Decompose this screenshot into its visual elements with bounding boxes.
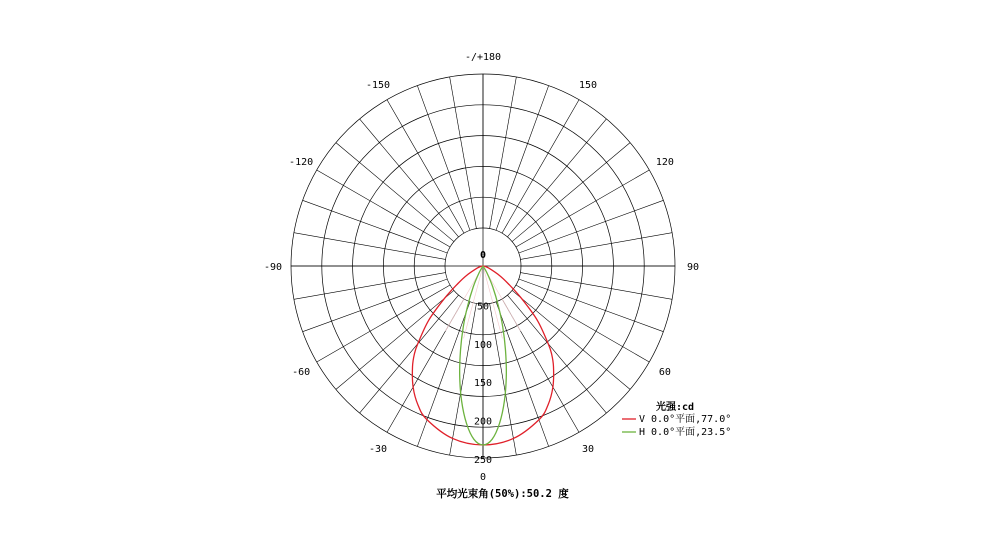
angle-label-0: 0 xyxy=(479,472,487,483)
center-label: 0 xyxy=(479,250,487,261)
spoke-340 xyxy=(417,302,470,447)
angle-label--120: -120 xyxy=(289,157,314,168)
angle-label--30: -30 xyxy=(368,443,388,455)
spoke-290 xyxy=(303,279,448,332)
spoke-140 xyxy=(507,119,606,237)
spoke-200 xyxy=(417,86,470,231)
angle-label-90: 90 xyxy=(686,262,700,273)
spoke-40 xyxy=(507,295,606,413)
spoke-310 xyxy=(336,290,454,389)
spoke-110 xyxy=(519,200,664,253)
spoke-70 xyxy=(519,279,664,332)
angle-label--90: -90 xyxy=(263,262,283,273)
angle-label--150: -150 xyxy=(365,80,391,92)
spoke-50 xyxy=(512,290,630,389)
spoke-130 xyxy=(512,143,630,242)
angle-label-60: 60 xyxy=(658,367,671,378)
spoke-100 xyxy=(520,233,672,260)
legend-entry-0: V 0.0°平面,77.0° xyxy=(639,414,732,425)
legend-entry-1: H 0.0°平面,23.5° xyxy=(639,427,732,438)
beam-angle-unit: 度 xyxy=(558,488,569,500)
spoke-220 xyxy=(360,119,459,237)
angle-label-120: 120 xyxy=(655,157,674,168)
legend-title: 光强:cd xyxy=(656,402,695,413)
spoke-280 xyxy=(294,273,446,300)
radial-tick-label-100: 100 xyxy=(473,339,493,351)
radial-tick-label-50: 50 xyxy=(476,301,490,313)
radial-tick-label-150: 150 xyxy=(473,378,493,390)
spoke-320 xyxy=(360,295,459,413)
spoke-190 xyxy=(450,77,477,229)
angle-label--60: -60 xyxy=(292,367,311,378)
spoke-160 xyxy=(496,86,549,231)
radial-tick-label-200: 200 xyxy=(473,416,493,428)
spoke-20 xyxy=(496,302,549,447)
legend xyxy=(622,400,731,438)
spoke-250 xyxy=(303,200,448,253)
radial-tick-label-250: 250 xyxy=(473,455,493,466)
spoke-230 xyxy=(336,143,454,242)
angle-label-150: 150 xyxy=(578,80,598,92)
beam-angle-caption xyxy=(0,486,1005,501)
spoke-80 xyxy=(520,273,672,300)
beam-angle-label: 平均光束角(50%):50.2 xyxy=(436,488,552,500)
angle-label-180: -/+180 xyxy=(464,52,502,63)
spoke-260 xyxy=(294,233,446,260)
angle-label-30: 30 xyxy=(581,443,595,455)
spoke-170 xyxy=(490,77,517,229)
